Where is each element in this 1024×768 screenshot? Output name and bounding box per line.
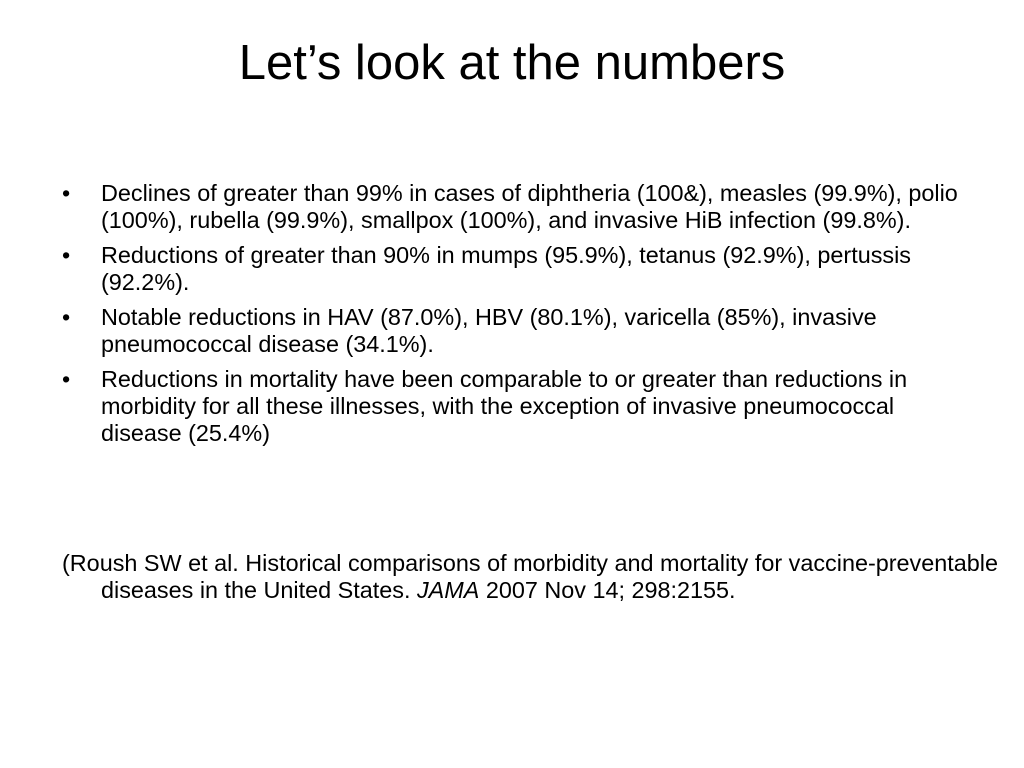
bullet-text: Reductions of greater than 90% in mumps (95.9%), tetanus (92.9%), pertussis (92.2%). xyxy=(101,242,911,295)
bullet-marker: • xyxy=(62,366,71,392)
bullet-text: Declines of greater than 99% in cases of diphtheria (100&), measles (99.9%), polio (100%), rubella (99.9%), smallpox (100%), and invasive HiB infection (99.8%). xyxy=(101,180,958,233)
bullet-item xyxy=(62,366,977,447)
bullet-text: Reductions in mortality have been comparable to or greater than reductions in morbidity for all these illnesses, with the exception of invasive pneumococcal disease (25.4%) xyxy=(101,366,908,446)
bullet-marker: • xyxy=(62,180,71,206)
bullet-marker: • xyxy=(62,304,71,330)
bullet-item xyxy=(62,304,977,358)
slide-title: Let’s look at the numbers xyxy=(238,36,786,90)
bullet-item xyxy=(62,180,977,234)
citation-prefix: (Roush SW et al. Historical comparisons of morbidity and mortality for vaccine-preventable diseases in the United States. xyxy=(62,550,998,603)
bullet-text: Notable reductions in HAV (87.0%), HBV (80.1%), varicella (85%), invasive pneumococcal disease (34.1%). xyxy=(101,304,877,357)
bullet-item xyxy=(62,242,977,296)
citation-journal: JAMA xyxy=(416,577,480,603)
citation xyxy=(62,550,1016,604)
citation-suffix: 2007 Nov 14; 298:2155. xyxy=(479,577,736,603)
bullet-list xyxy=(62,180,977,455)
bullet-marker: • xyxy=(62,242,71,268)
